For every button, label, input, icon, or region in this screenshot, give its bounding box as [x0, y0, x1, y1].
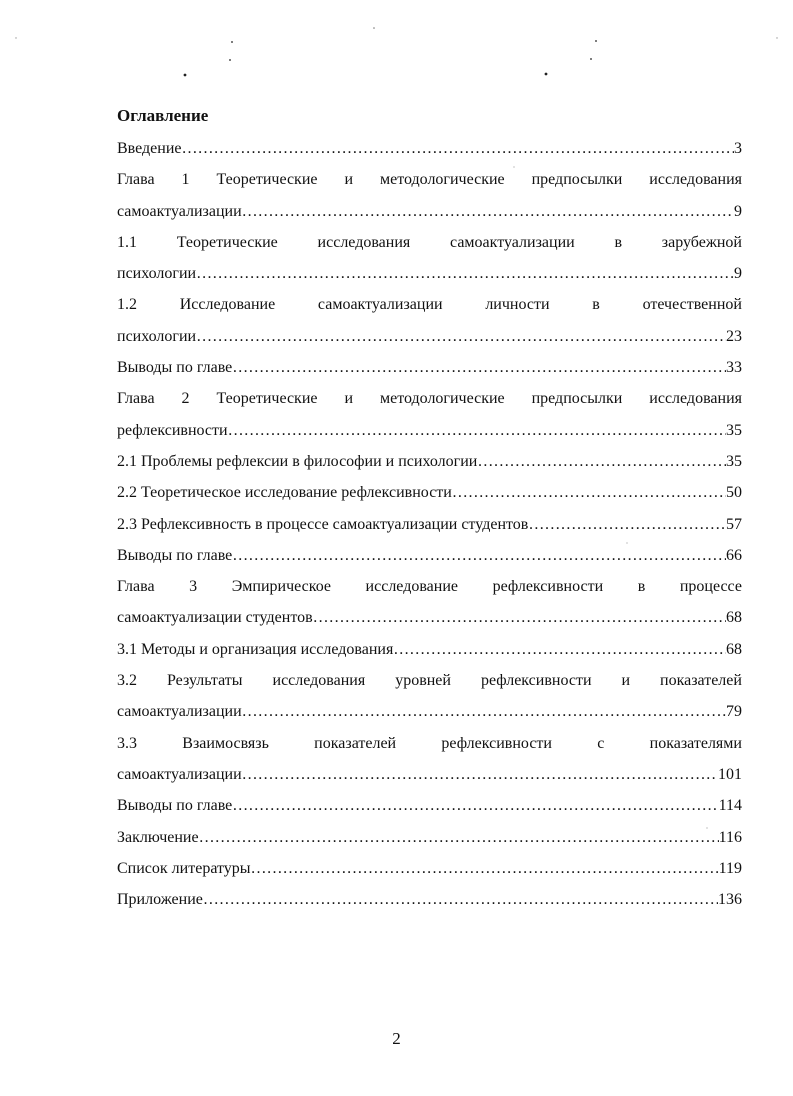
- toc-entry: [117, 196, 742, 227]
- toc-entry: [117, 759, 742, 790]
- dot-leader: [452, 477, 726, 508]
- dot-leader: [196, 321, 726, 352]
- toc-entry: [117, 352, 742, 383]
- toc-entry-page: 9: [734, 265, 742, 283]
- page-number: 2: [392, 1029, 401, 1048]
- toc-word: исследования: [272, 672, 366, 690]
- toc-entry-page: 136: [718, 891, 742, 909]
- toc-entry-title: Выводы по главе: [117, 797, 233, 815]
- toc-word: Взаимосвязь: [182, 734, 269, 752]
- toc-entry-title: Приложение: [117, 891, 203, 909]
- toc-entry-title: Заключение: [117, 828, 199, 846]
- toc-word: процессе: [679, 578, 742, 596]
- toc-heading-line: [117, 164, 742, 195]
- dot-leader: [203, 884, 718, 915]
- toc-entry: [117, 634, 742, 665]
- toc-word: 3: [189, 578, 198, 596]
- toc-word: рефлексивности: [492, 578, 604, 596]
- toc-word: рефлексивности: [480, 672, 592, 690]
- toc-word: 3.3: [117, 734, 137, 752]
- toc-entry-title: 2.1 Проблемы рефлексии в философии и психологии: [117, 452, 478, 470]
- dot-leader: [228, 415, 726, 446]
- dot-leader: [242, 696, 726, 727]
- toc-entry-title: Список литературы: [117, 859, 251, 877]
- toc-entry: [117, 822, 742, 853]
- toc-word: зарубежной: [661, 233, 742, 251]
- toc-word: Результаты: [166, 672, 243, 690]
- toc-word: Глава: [117, 171, 155, 189]
- dot-leader: [313, 602, 726, 633]
- dot-leader: [242, 759, 718, 790]
- toc-word: исследования: [649, 171, 742, 189]
- toc-word: уровней: [395, 672, 451, 690]
- dot-leader: [232, 352, 726, 383]
- toc-entry: [117, 446, 742, 477]
- toc-entry-title: самоактуализации: [117, 202, 242, 220]
- toc-entry-page: 66: [726, 546, 742, 564]
- toc-word: исследования: [649, 390, 742, 408]
- toc-word: методологические: [379, 390, 505, 408]
- toc-word: показателей: [660, 672, 742, 690]
- toc-entry-page: 114: [718, 797, 742, 815]
- toc-word: исследование: [365, 578, 458, 596]
- toc-entry-page: 68: [726, 609, 742, 627]
- toc-entry-title: Выводы по главе: [117, 359, 233, 377]
- toc-entry-title: самоактуализации студентов: [117, 609, 313, 627]
- toc-word: 1.1: [117, 233, 137, 251]
- toc-entry: [117, 602, 742, 633]
- toc-entry: [117, 415, 742, 446]
- toc-word: Эмпирическое: [231, 578, 331, 596]
- toc-word: Теоретические: [216, 171, 318, 189]
- toc-entry-title: Введение: [117, 140, 182, 157]
- toc-word: показателей: [314, 734, 397, 752]
- toc-word: Глава: [117, 578, 155, 596]
- toc-entry-page: 101: [718, 765, 742, 783]
- toc-word: и: [344, 390, 354, 408]
- toc-entry: [117, 790, 742, 821]
- toc-word: 2: [181, 390, 190, 408]
- toc-word: методологические: [379, 171, 505, 189]
- toc-entry: [117, 696, 742, 727]
- toc-heading-line: [117, 728, 742, 759]
- toc-word: Глава: [117, 390, 155, 408]
- toc-entry-title: Выводы по главе: [117, 546, 233, 564]
- toc-word: самоактуализации: [450, 233, 575, 251]
- toc-word: личности: [485, 296, 550, 314]
- toc-word: предпосылки: [531, 390, 623, 408]
- toc-entry-title: самоактуализации: [117, 765, 242, 783]
- toc-entry: [117, 477, 742, 508]
- toc-entry-title: психологии: [117, 265, 197, 283]
- toc-entry: [117, 509, 742, 540]
- toc-entry-title: 2.2 Теоретическое исследование рефлексивности: [117, 484, 452, 502]
- toc-entry: [117, 133, 742, 164]
- dot-leader: [182, 133, 735, 164]
- toc-word: самоактуализации: [317, 296, 443, 314]
- toc-entry-page: 3: [734, 140, 742, 157]
- toc-word: отечественной: [642, 296, 742, 314]
- toc-word: в: [637, 578, 646, 596]
- toc-word: предпосылки: [531, 171, 623, 189]
- toc-entry-title: рефлексивности: [117, 421, 228, 439]
- toc-entry: [117, 853, 742, 884]
- toc-heading-line: [117, 289, 742, 320]
- toc-entry: [117, 540, 742, 571]
- toc-word: рефлексивности: [441, 734, 552, 752]
- toc-entry-title: 3.1 Методы и организация исследования: [117, 640, 394, 658]
- toc-entry-page: 50: [726, 484, 742, 502]
- toc-entry-page: 35: [726, 452, 742, 470]
- dot-leader: [528, 509, 726, 540]
- toc-entry-title: 2.3 Рефлексивность в процессе самоактуализации студентов: [117, 515, 529, 533]
- toc-entry-page: 68: [726, 640, 742, 658]
- dot-leader: [242, 196, 734, 227]
- toc-title: Оглавление: [117, 106, 209, 125]
- toc-word: показателями: [649, 734, 742, 752]
- toc-word: и: [344, 171, 354, 189]
- toc-word: 1: [181, 171, 190, 189]
- toc-word: с: [597, 734, 605, 752]
- toc-word: в: [614, 233, 623, 251]
- toc-entry-page: 9: [734, 202, 742, 220]
- toc-entry-page: 119: [718, 859, 742, 877]
- toc-entry-page: 35: [726, 421, 742, 439]
- toc-entry-title: психологии: [117, 327, 197, 345]
- toc-entry-page: 33: [726, 359, 742, 377]
- toc-entry: [117, 258, 742, 289]
- toc-heading-line: [117, 227, 742, 258]
- dot-leader: [199, 822, 719, 853]
- toc-word: Исследование: [179, 296, 276, 314]
- dot-leader: [477, 446, 726, 477]
- toc-heading-line: [117, 383, 742, 414]
- toc-word: в: [592, 296, 600, 314]
- dot-leader: [251, 853, 719, 884]
- toc-lines: [117, 133, 742, 915]
- dot-leader: [232, 540, 726, 571]
- dot-leader: [393, 634, 726, 665]
- toc-heading-line: [117, 665, 742, 696]
- toc-entry-title: самоактуализации: [117, 703, 242, 721]
- table-of-contents: [117, 104, 742, 915]
- toc-word: исследования: [317, 233, 411, 251]
- toc-word: 3.2: [117, 672, 137, 690]
- toc-word: и: [621, 672, 631, 690]
- toc-entry-page: 79: [726, 703, 742, 721]
- toc-entry-page: 57: [726, 515, 742, 533]
- toc-word: 1.2: [117, 296, 137, 314]
- toc-entry-page: 23: [726, 327, 742, 345]
- toc-word: Теоретические: [216, 390, 318, 408]
- toc-heading-line: [117, 571, 742, 602]
- dot-leader: [196, 258, 734, 289]
- toc-entry: [117, 884, 742, 915]
- toc-entry: [117, 321, 742, 352]
- dot-leader: [232, 790, 718, 821]
- toc-word: Теоретические: [176, 233, 278, 251]
- toc-entry-page: 116: [718, 828, 742, 846]
